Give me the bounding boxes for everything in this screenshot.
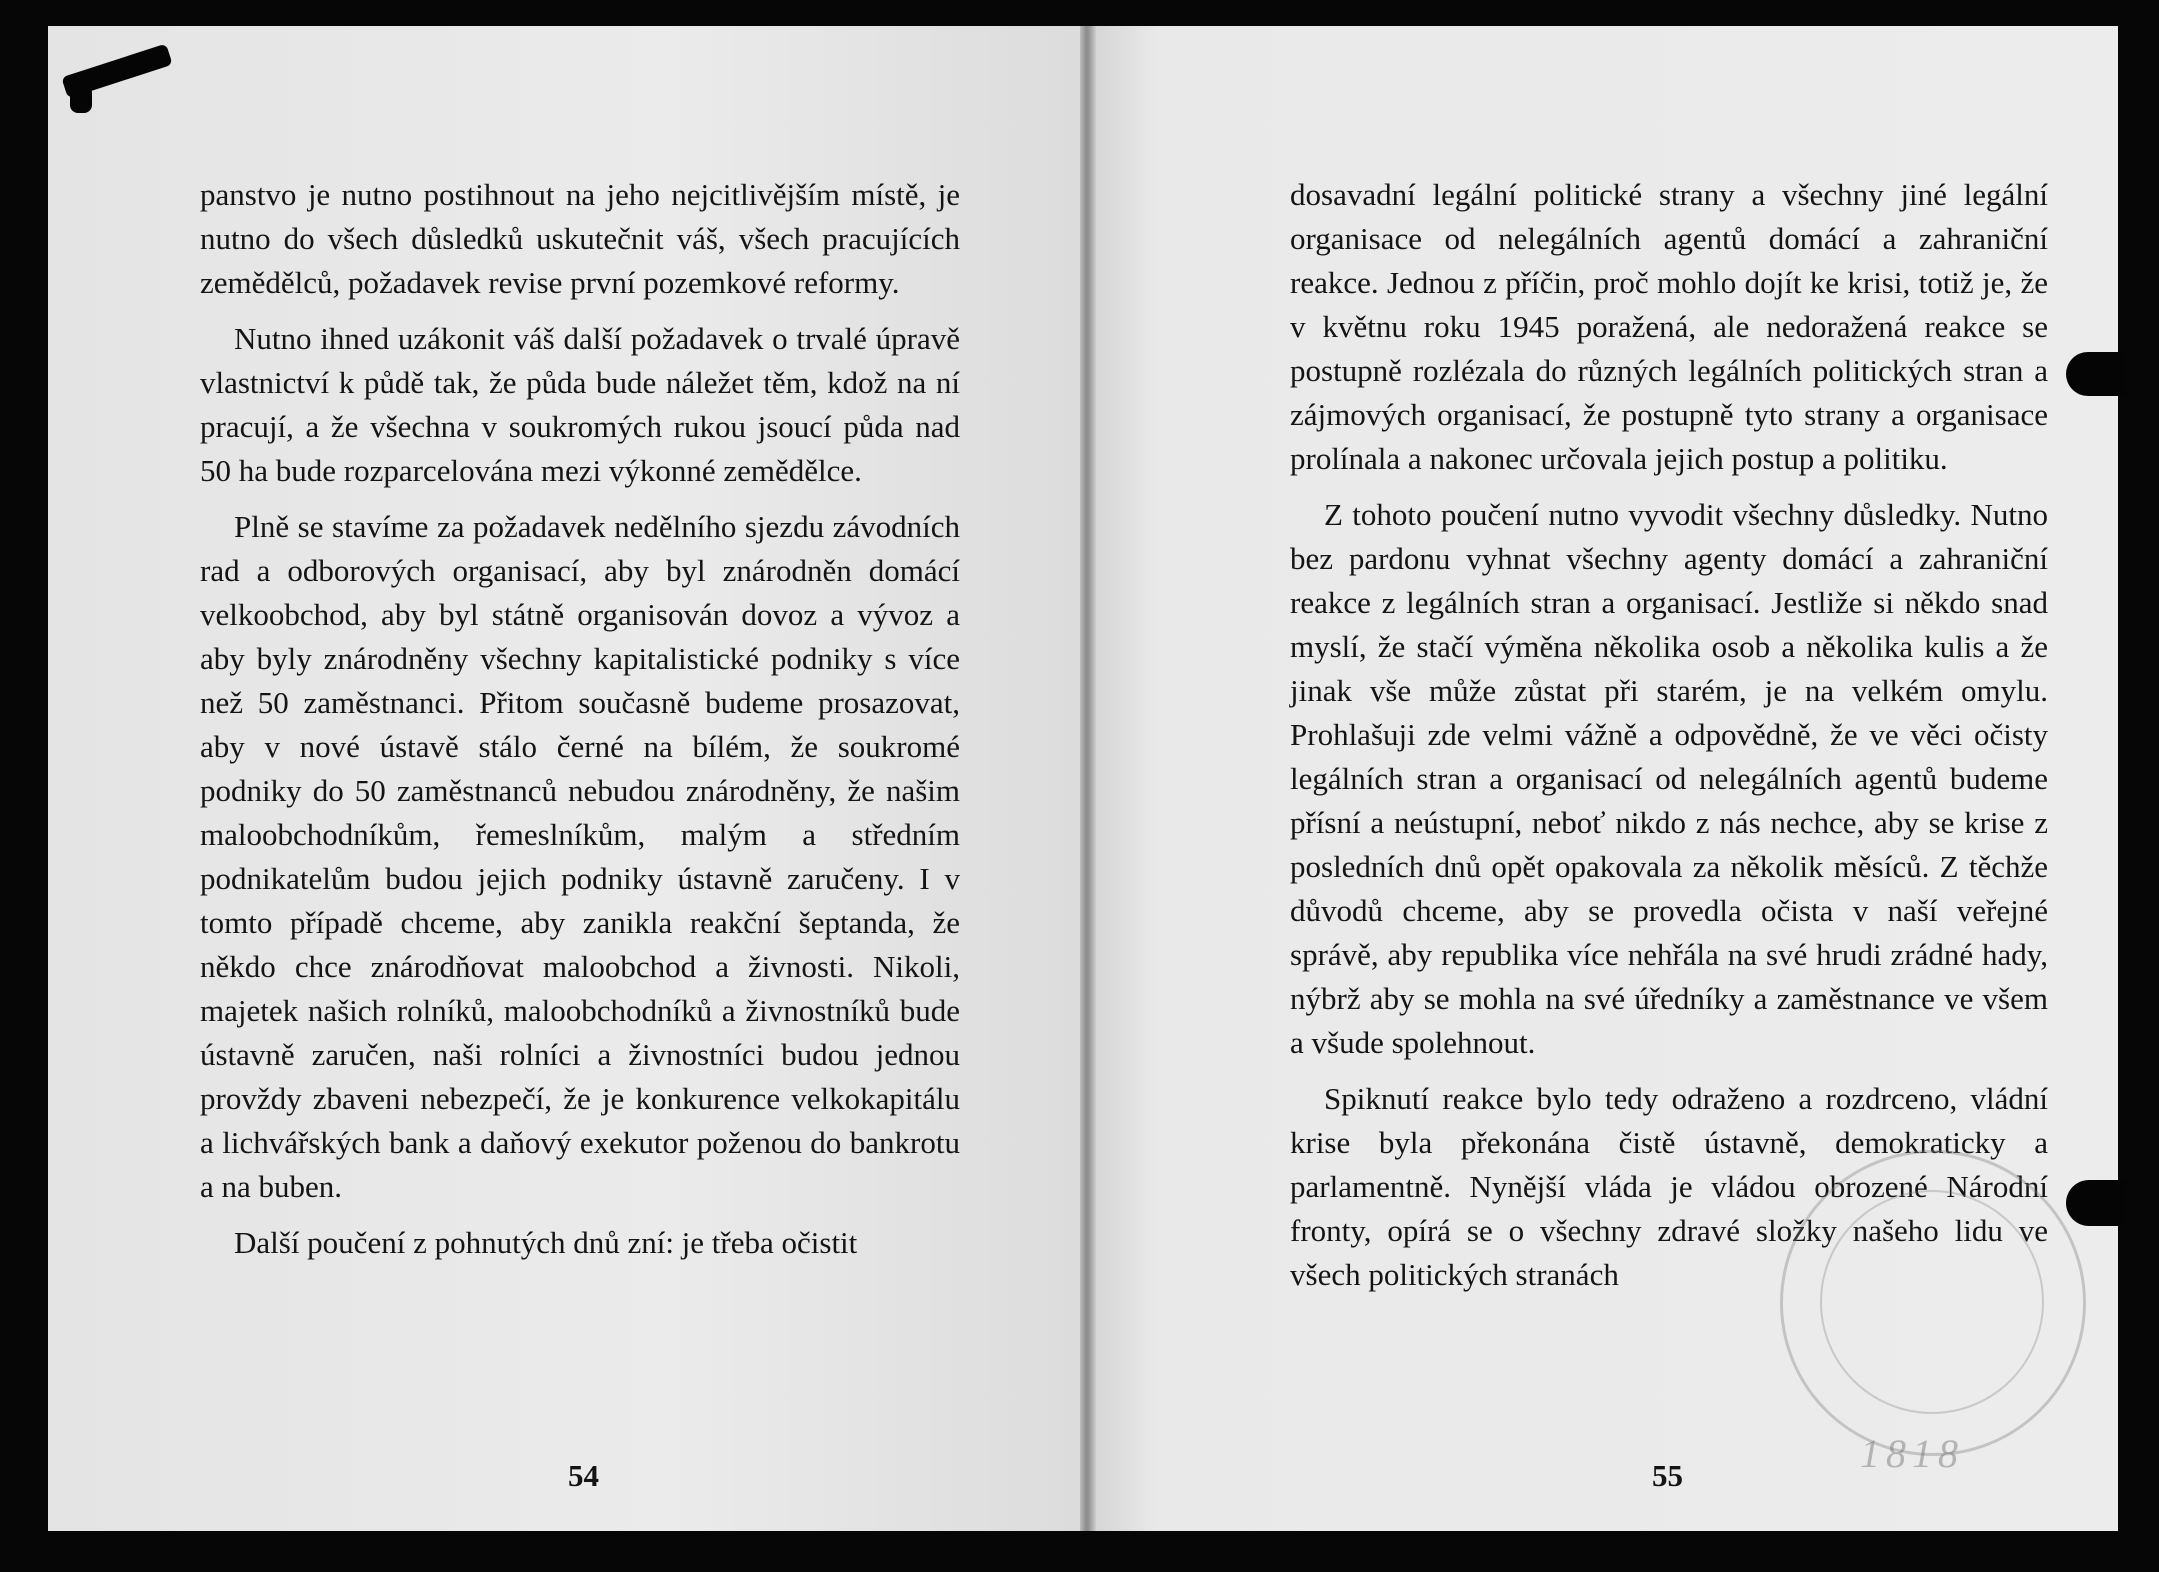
page-tab-marker: [2066, 352, 2126, 396]
paragraph: panstvo je nutno postihnout na jeho nejcitlivějším místě, je nutno do všech důsledků uskutečnit váš, všech pracujících zemědělců, požadavek revise první pozemkové reformy.: [200, 177, 960, 300]
museum-stamp-year: 1818: [1860, 1431, 1964, 1476]
left-page: [48, 26, 1080, 1531]
page-number: 54: [568, 1458, 599, 1493]
paragraph: dosavadní legální politické strany a všechny jiné legální organisace od nelegálních agentů domácí a zahraniční reakce. Jednou z příčin, proč mohlo dojít ke krisi, totiž je, že v květnu roku 1945 poražená, ale nedoražená reakce se postupně rozlézala do různých legálních politických stran a zájmových organisací, že postupně tyto strany a organisace prolínala a nakonec určovala jejich postup a politiku.: [1290, 177, 2048, 476]
book-gutter: [1080, 26, 1096, 1531]
paragraph: Spiknutí reakce bylo tedy odraženo a rozdrceno, vládní krise byla překonána čistě ústavně, demokraticky a parlamentně. Nynější vláda je vládou obrozené Národní fronty, opírá se o všechny zdravé složky našeho lidu ve všech politických stranách: [1290, 1081, 2048, 1292]
paragraph: Plně se stavíme za požadavek nedělního sjezdu závodních rad a odborových organisací, aby byl znárodněn domácí velkoobchod, aby byl státně organisován dovoz a vývoz a aby byly znárodněny všechny kapitalistické podniky s více než 50 zaměstnanci. Přitom současně budeme prosazovat, aby v nové ústavě stálo černé na bílém, že soukromé podniky do 50 zaměstnanců nebudou znárodněny, že našim maloobchodníkům, řemeslníkům, malým a středním podnikatelům budou jejich podniky ústavně zaručeny. I v tomto případě chceme, aby zanikla reakční šeptanda, že někdo chce znárodňovat maloobchod a živnosti. Nikoli, majetek našich rolníků, maloobchodníků a živnostníků bude ústavně zaručen, naši rolníci a živnostníci budou jednou provždy zbaveni nebezpečí, že je konkurence velkokapitálu a lichvářských bank a daňový exekutor poženou do bankrotu a na buben.: [200, 509, 960, 1204]
ink-blot: [70, 85, 92, 113]
paragraph: Nutno ihned uzákonit váš další požadavek o trvalé úpravě vlastnictví k půdě tak, že půda bude náležet těm, kdož na ní pracují, a že všechna v soukromých rukou jsoucí půda nad 50 ha bude rozparcelována mezi výkonné zemědělce.: [200, 321, 960, 488]
paragraph: Z tohoto poučení nutno vyvodit všechny důsledky. Nutno bez pardonu vyhnat všechny agenty domácí a zahraniční reakce z legálních stran a organisací. Jestliže si někdo snad myslí, že stačí výměna několika osob a několika kulis a že jinak vše může zůstat při starém, je na velkém omylu. Prohlašuji zde velmi vážně a odpovědně, že ve věci očisty legálních stran a organisací od nelegálních agentů budeme přísní a neústupní, neboť nikdo z nás nechce, aby se krise z posledních dnů opět opakovala za několik měsíců. Z těchže důvodů chceme, aby se provedla očista v naší veřejné správě, aby republika více nehřála na své hrudi zrádné hady, nýbrž aby se mohla na své úředníky a zaměstnance ve všem a všude spolehnout.: [1290, 497, 2048, 1060]
paragraph: Další poučení z pohnutých dnů zní: je třeba očistit: [234, 1225, 858, 1260]
page-tab-marker: [2066, 1180, 2126, 1226]
right-page-text: [1290, 173, 2048, 1309]
museum-stamp-inner-ring: [1820, 1190, 2044, 1414]
page-number: 55: [1652, 1458, 1683, 1493]
left-page-text: [200, 173, 960, 1277]
